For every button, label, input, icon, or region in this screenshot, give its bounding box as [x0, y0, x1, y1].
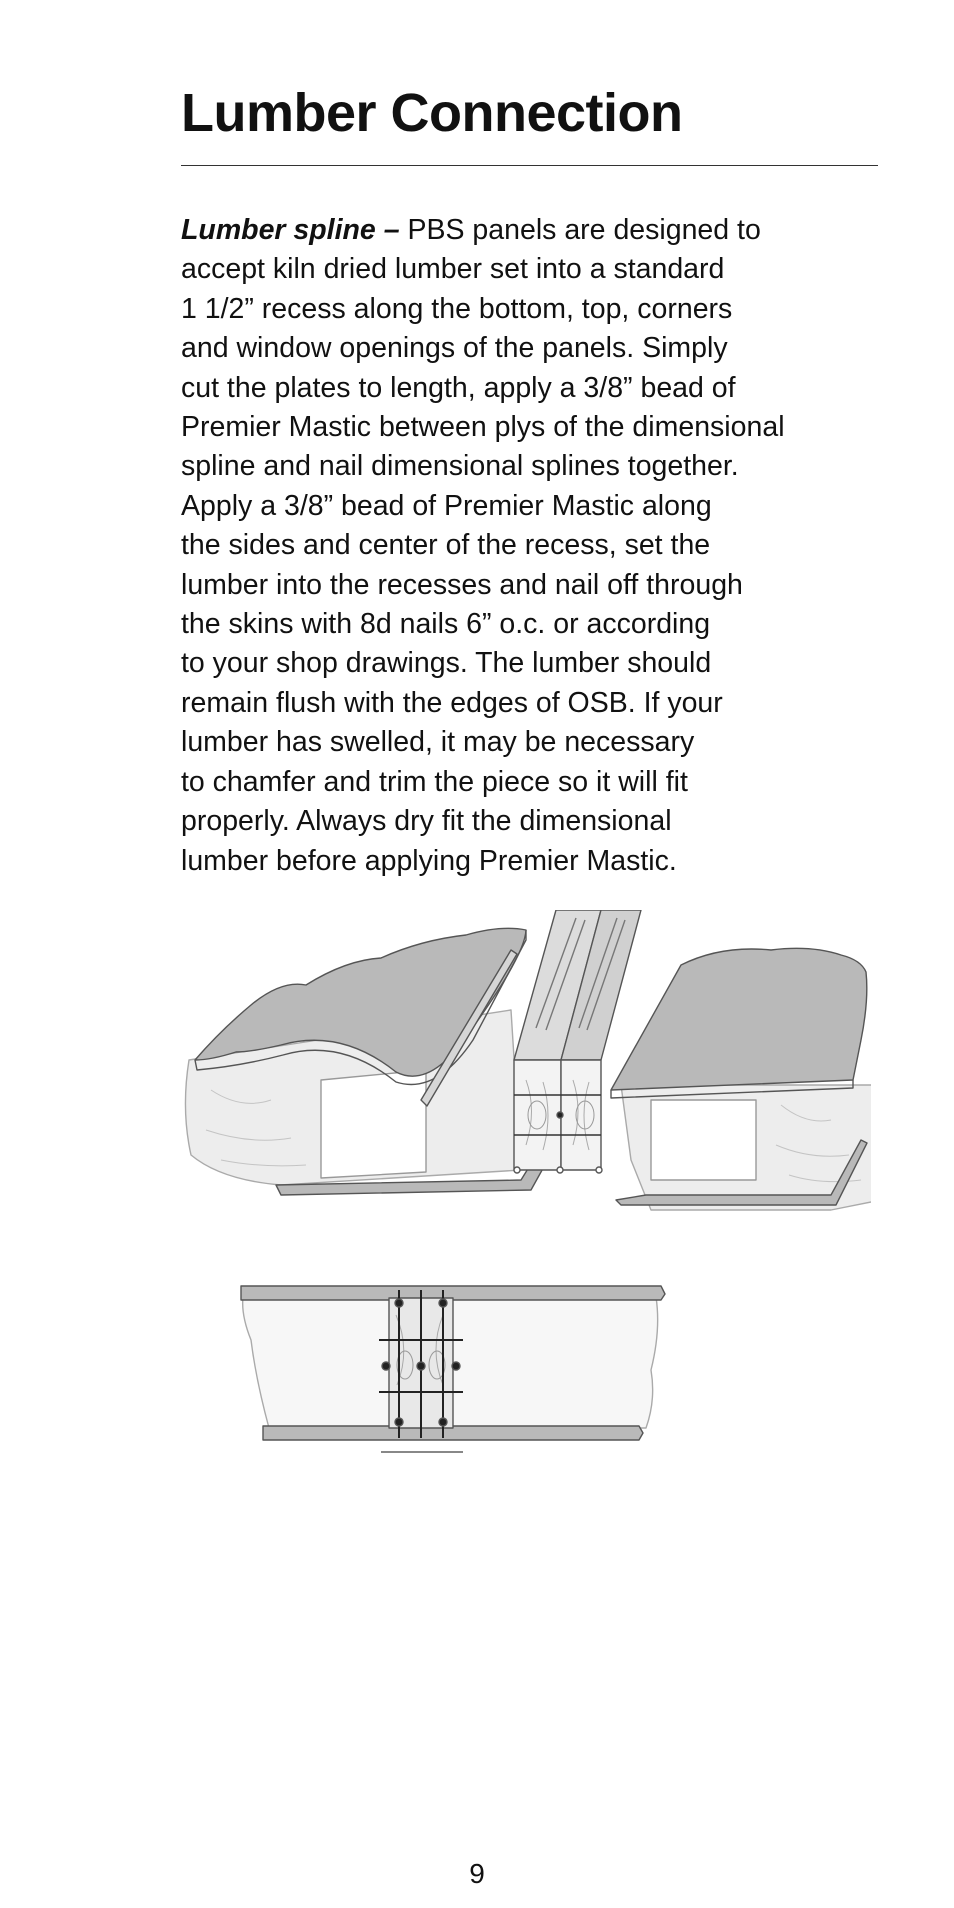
spline-end-grain-left [514, 1060, 561, 1170]
body-paragraph [181, 211, 891, 881]
lumber-spline-illustration [181, 910, 871, 1460]
title-divider [181, 165, 878, 166]
exploded-view [185, 910, 871, 1210]
right-panel-top-skin [611, 948, 867, 1090]
left-panel-foam-face [321, 1070, 426, 1178]
spline-end-grain-right [561, 1060, 601, 1170]
assembled-section-view [241, 1286, 665, 1452]
right-panel-foam-face [651, 1100, 756, 1180]
page-number: 9 [469, 1858, 485, 1889]
body-text: PBS panels are designed to accept kiln dried lumber set into a standard 1 1/2” recess along the bottom, top, corners and window openings of the panels. Simply cut the plates to length, apply a 3/8” bead of Premier Mastic between plys of the dimensional spline and nail dimensional splines together. Apply a 3/8” bead of Premier Mastic along the sides and center of the recess, set the lumber into the recesses and nail off through the skins with 8d nails 6” o.c. or according to your shop drawings. The lumber should remain flush with the edges of OSB. If your lumber has swelled, it may be necessary to chamfer and trim the piece so it will fit properly. Always dry fit the dimensional lumber before applying Premier Mastic. [181, 214, 785, 877]
lead-term: Lumber spline – [181, 214, 400, 246]
assembled-spline-left [389, 1298, 421, 1428]
page-title: Lumber Connection [181, 83, 683, 143]
